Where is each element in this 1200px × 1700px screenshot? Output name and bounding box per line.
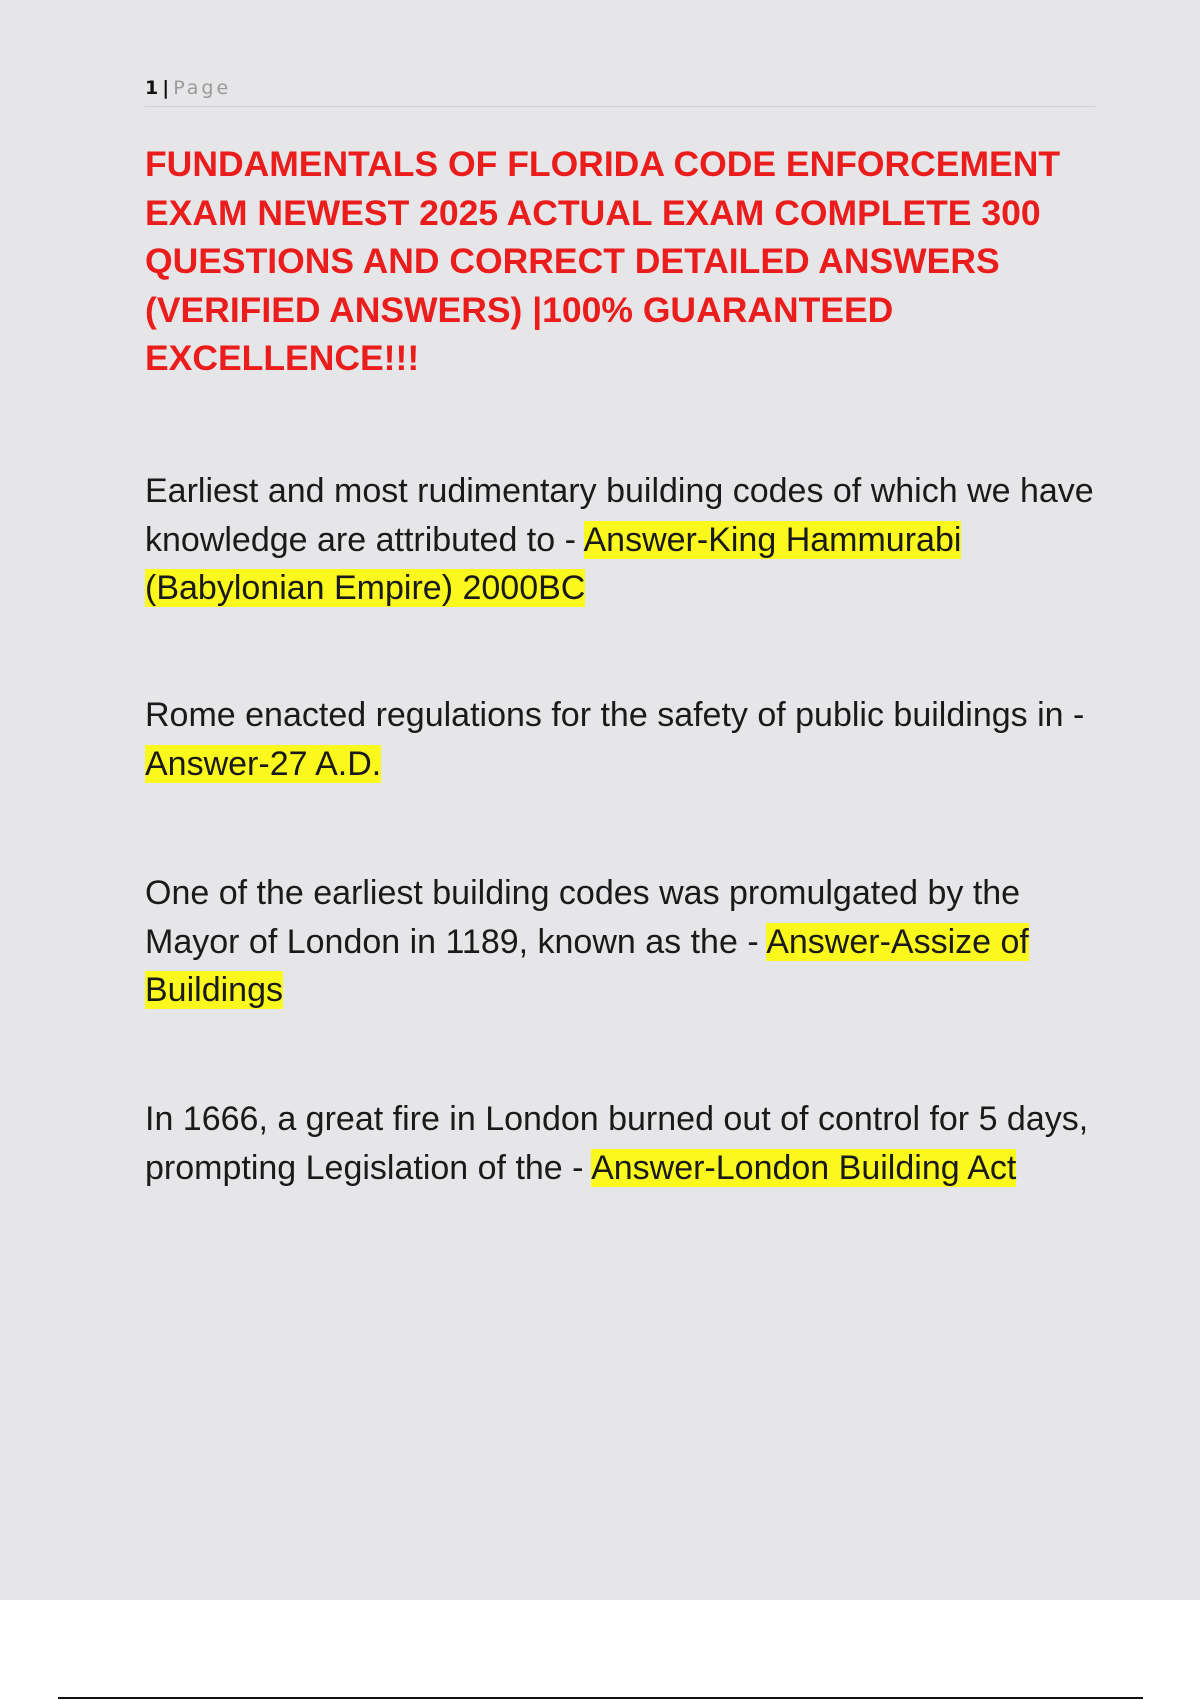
answer-highlight: Answer-London Building Act	[591, 1148, 1017, 1187]
question-text: In 1666, a great fire in London burned out of control for 5 days, prompting Legislation of the -	[145, 1100, 1089, 1187]
page-label: Page	[173, 77, 232, 99]
page-number-separator: |	[162, 77, 170, 99]
page-number: 1	[145, 77, 159, 99]
question-text: Rome enacted regulations for the safety of public buildings in -	[145, 696, 1085, 734]
question-text: Earliest and most rudimentary building codes of which we have knowledge are attributed to -	[145, 472, 1094, 559]
question-item	[145, 1095, 1095, 1192]
page-header	[145, 74, 1095, 107]
answer-highlight: Answer-27 A.D.	[145, 744, 382, 783]
question-item	[145, 467, 1095, 613]
page-divider	[58, 1697, 1143, 1699]
answer-highlight: Answer-King Hammurabi (Babylonian Empire) 2000BC	[145, 520, 962, 607]
answer-highlight: Answer-Assize of Buildings	[145, 922, 1029, 1009]
question-item	[145, 869, 1095, 1015]
question-item	[145, 691, 1095, 788]
document-title: FUNDAMENTALS OF FLORIDA CODE ENFORCEMENT EXAM NEWEST 2025 ACTUAL EXAM COMPLETE 300 QUESTIONS AND CORRECT DETAILED ANSWERS (VERIFIED ANSWERS) |100% GUARANTEED EXCELLENCE!!!	[145, 144, 1061, 378]
question-text: One of the earliest building codes was promulgated by the Mayor of London in 1189, known as the -	[145, 874, 1021, 961]
